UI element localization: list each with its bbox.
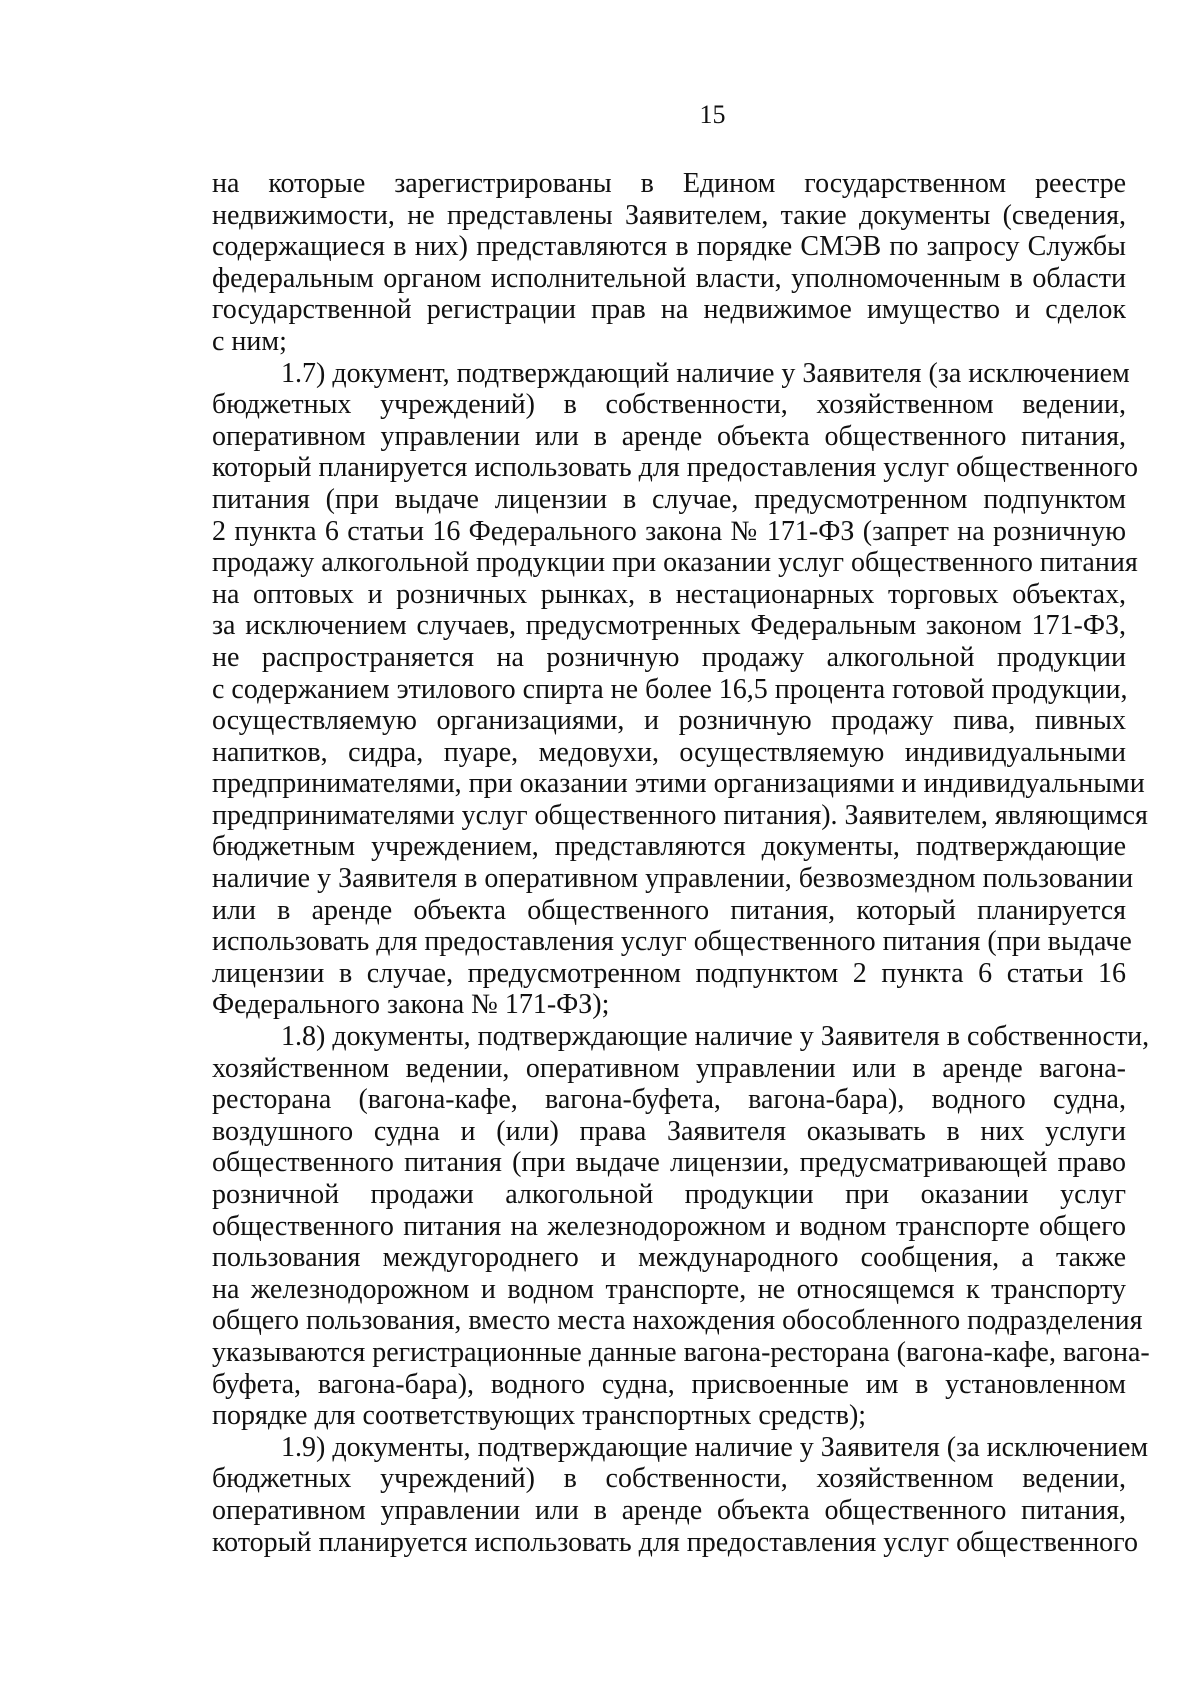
text-line: с ним; [212,325,287,357]
text-line: на которые зарегистрированы в Едином государственном реестре [212,168,1126,199]
text-line: буфета, вагона-бара), водного судна, присвоенные им в установленном [212,1368,1126,1400]
text-line: государственной регистрации прав на недвижимое имущество и сделок [212,294,1126,326]
text-line: продажу алкогольной продукции при оказании услуг общественного питания [212,547,1138,579]
text-line: предпринимателями услуг общественного питания). Заявителем, являющимся [212,799,1148,831]
text-line: воздушного судна и (или) права Заявителя оказывать в них услуги [212,1115,1126,1147]
text-line: недвижимости, не представлены Заявителем, такие документы (сведения, [212,199,1126,231]
text-line: содержащиеся в них) представляются в порядке СМЭВ по запросу Службы [212,231,1126,263]
text-line: ресторана (вагона-кафе, вагона-буфета, вагона-бара), водного судна, [212,1084,1126,1116]
text-line: розничной продажи алкогольной продукции при оказании услуг [212,1179,1126,1210]
text-line: напитков, сидра, пуаре, медовухи, осуществляемую индивидуальными [212,736,1126,768]
text-line: с содержанием этилового спирта не более 16,5 процента готовой продукции, [212,673,1128,705]
item-1-8-start: 1.8) документы, подтверждающие наличие у Заявителя в собственности, [281,1021,1150,1053]
item-1-9-start: 1.9) документы, подтверждающие наличие у Заявителя (за исключением [281,1431,1149,1463]
text-line: Федерального закона № 171-ФЗ); [212,989,610,1021]
text-line: оперативном управлении или в аренде объекта общественного питания, [212,1494,1126,1526]
text-line: порядке для соответствующих транспортных средств); [212,1400,867,1432]
text-line: общего пользования, вместо места нахождения обособленного подразделения [212,1305,1143,1337]
text-line: который планируется использовать для предоставления услуг общественного [212,1526,1138,1558]
text-line: осуществляемую организациями, и розничную продажу пива, пивных [212,705,1126,737]
page-number: 15 [699,100,726,129]
text-line: федеральным органом исполнительной власти, уполномоченным в области [212,262,1126,294]
text-line: бюджетным учреждением, представляются документы, подтверждающие [212,831,1126,863]
text-line: использовать для предоставления услуг общественного питания (при выдаче [212,926,1132,958]
text-line: пользования междугороднего и международного сообщения, а также [212,1242,1126,1274]
item-1-7-start: 1.7) документ, подтверждающий наличие у Заявителя (за исключением [281,357,1130,389]
text-line: бюджетных учреждений) в собственности, хозяйственном ведении, [212,1463,1126,1495]
text-line: питания (при выдаче лицензии в случае, предусмотренном подпунктом [212,483,1126,515]
text-line: или в аренде объекта общественного питания, который планируется [212,894,1126,926]
text-line: хозяйственном ведении, оперативном управлении или в аренде вагона- [212,1052,1126,1084]
text-line: лицензии в случае, предусмотренном подпунктом 2 пункта 6 статьи 16 [212,957,1126,989]
text-line: общественного питания (при выдаче лицензии, предусматривающей право [212,1147,1126,1179]
text-line: оперативном управлении или в аренде объекта общественного питания, [212,420,1126,452]
text-line: общественного питания на железнодорожном и водном транспорте общего [212,1210,1126,1242]
text-line: бюджетных учреждений) в собственности, хозяйственном ведении, [212,389,1126,421]
text-line: указываются регистрационные данные вагона-ресторана (вагона-кафе, вагона- [212,1336,1150,1368]
text-line: 2 пункта 6 статьи 16 Федерального закона № 171-ФЗ (запрет на розничную [212,515,1126,547]
text-line: за исключением случаев, предусмотренных Федеральным законом 171-ФЗ, [212,610,1126,642]
document-body [212,168,1150,1558]
text-line: предпринимателями, при оказании этими организациями и индивидуальными [212,768,1145,800]
text-line: наличие у Заявителя в оперативном управлении, безвозмездном пользовании [212,863,1134,895]
text-line: не распространяется на розничную продажу алкогольной продукции [212,641,1126,673]
text-line: на железнодорожном и водном транспорте, не относящемся к транспорту [212,1273,1126,1305]
text-line: который планируется использовать для предоставления услуг общественного [212,452,1138,484]
text-line: на оптовых и розничных рынках, в нестационарных торговых объектах, [212,578,1126,610]
